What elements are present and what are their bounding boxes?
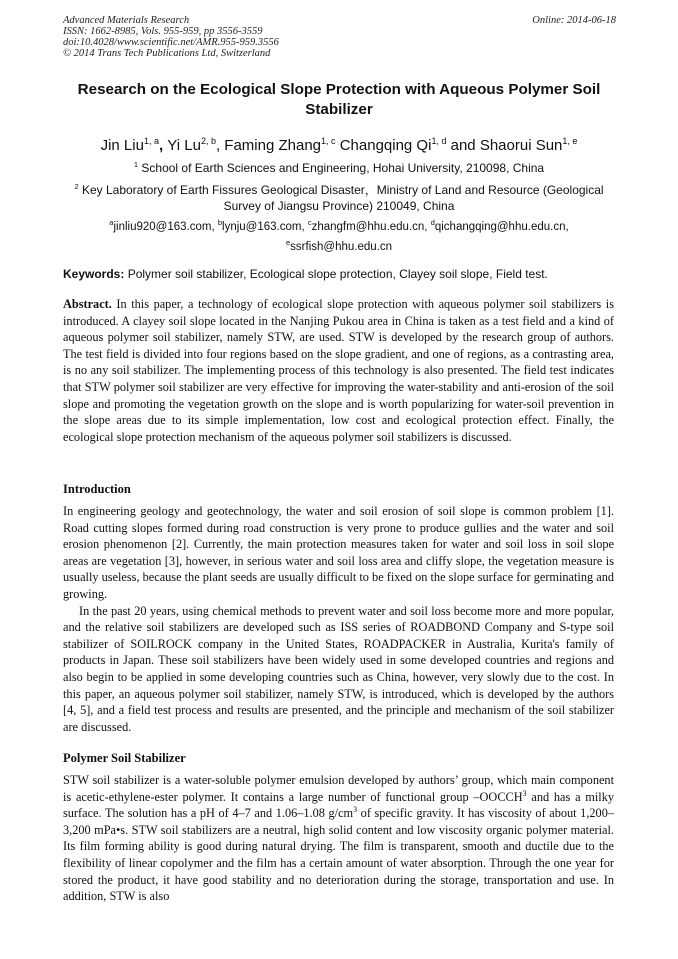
email-tag: a [109, 218, 114, 227]
affiliation-2 [55, 179, 623, 214]
affiliation-1 [60, 157, 618, 176]
journal-issn: ISSN: 1662-8985, Vols. 955-959, pp 3556-3559 [63, 26, 263, 37]
author-sup: 2, b [200, 136, 216, 146]
keywords-label: Keywords: [63, 267, 125, 281]
superscript: 3 [353, 805, 358, 815]
author-name: Changqing Qi [339, 137, 432, 154]
keywords-section [63, 266, 623, 282]
paragraph [63, 772, 614, 905]
author-sup: 1, e [562, 136, 578, 146]
email-address[interactable]: lynju@163.com [222, 220, 302, 233]
journal-header [63, 15, 279, 59]
email-tag: e [286, 237, 291, 247]
affiliation-text: School of Earth Sciences and Engineering, Hohai University, 210098, China [141, 161, 545, 175]
abstract-text: In this paper, a technology of ecological slope protection with aqueous polymer soil stabilizers is introduced. A clayey soil slope located in the Nanjing Pukou area in China is taken as a test field and a kind of aqueous polymer soil stabilizer, namely STW, are used. STW is developed by the research group of authors. The test field is divided into four regions based on the slope gradient, and one of regions, as a contrasting area, is no any soil stabilizer. The implementing process of this technology is also presented. The field test indicates that STW polymer soil stabilizer are very effective for improving the water-stability and anti-erosion of the soil slope and promoting the vegetation growth on the slope and is worth popularizing for water-soil prevention in the slope areas due to its simple implementation, low cost and ecological protection effect. Finally, the ecological slope protection mechanism of the aqueous polymer soil stabilizers is discussed. [63, 297, 614, 444]
journal-name: Advanced Materials Research [63, 15, 190, 26]
journal-doi[interactable]: doi:10.4028/www.scientific.net/AMR.955-959.3556 [63, 37, 279, 48]
author-name: Shaorui Sun [479, 137, 563, 154]
paragraph: In the past 20 years, using chemical methods to prevent water and soil loss become more and more popular, and the relative soil stabilizers are developed such as ISS series of ROADBOND Company and S-type soil stabilizer of SOILROCK company in the United States, ROADPACKER in Australia, Kurita's family of products in Japan. These soil stabilizers have been widely used in some developed countries and regions and also begin to be applied in some developing countries such as China, however, very slowly due to the cost. In this paper, an aqueous polymer soil stabilizer, namely STW, is introduced, which is developed by the authors [4, 5], and a field test process and results are presented, and the principle and mechanism of the soil stabilizer are discussed. [63, 603, 614, 734]
author-name: Faming Zhang [224, 137, 322, 154]
text-run: of specific gravity. It has viscosity of about 1,200–3,200 mPa•s. STW soil stabilizers are a neutral, high solid content and low viscosity organic polymer material. Its film forming ability is good during natural drying. The film is transparent, smooth and ductile due to the flexibility of linear copolymer and the film has a certain amount of water absorption. Through the one year for stored the product, it have good stability and no deterioration during the storage, transportation and use. In addition, STW is also [63, 806, 614, 904]
author-sup: 1, d [431, 136, 447, 146]
affiliation-number: 1 [133, 160, 139, 169]
email-address[interactable]: ssrfish@hhu.edu.cn [290, 240, 392, 253]
author-list: Jin Liu$^{1, a}$, Yi Lu$^{2, b}$, Faming Zhang$^{1, c}$ Changqing Qi$^{1, d}$ and Shaorui Sun$^{1, e}$ [100, 136, 578, 154]
polymer-section [63, 772, 614, 905]
email-tag: b [217, 218, 223, 227]
abstract-section [63, 296, 614, 445]
paragraph: In engineering geology and geotechnology, the water and soil erosion of soil slope is common problem [1]. Road cutting slopes formed during road construction is very prone to produce gullies and the water and soil erosion phenomenon [2]. Currently, the main protection measures taken for water and soil loss in soil slope areas are vegetation [3], however, in serious water and soil loss area and cliffy slope, the vegetation measure is usually useless, because the plant seeds are usually difficult to be fixed on the slope surface for germinating and growing. [63, 504, 614, 601]
paper-title: Research on the Ecological Slope Protection with Aqueous Polymer Soil Stabilizer [77, 81, 601, 118]
journal-copyright: © 2014 Trans Tech Publications Ltd, Switzerland [63, 48, 271, 59]
text-run: and has a milky surface. The solution has a pH of 4–7 and 1.06–1.08 g/cm [63, 789, 614, 821]
abstract-label: Abstract. [63, 297, 112, 311]
affiliation-number: 2 [74, 182, 79, 191]
section-heading-introduction: Introduction [63, 482, 131, 496]
email-tag: d [430, 218, 435, 227]
email-list: $^a$jinliu920@163.com, $^b$lynju@163.com, $^c$zhangfm@hhu.edu.cn, $^d$qichangqing@hhu.edu.cn, $^e$ssrfish@hhu.edu.cn [109, 218, 569, 253]
email-address[interactable]: jinliu920@163.com [113, 220, 212, 233]
online-date: Online: 2014-06-18 [532, 15, 616, 26]
introduction-section [63, 503, 614, 735]
author-sup: 1, c [321, 136, 336, 146]
text-run: STW soil stabilizer is a water-soluble polymer emulsion developed by authors’ group, which main component is acetic-ethylene-ester polymer. It contains a large number of functional group –OOCCH [63, 773, 614, 804]
section-heading-polymer-soil-stabilizer: Polymer Soil Stabilizer [63, 751, 186, 765]
author-name: Jin Liu [100, 137, 144, 154]
author-sup: 1, a [143, 136, 159, 146]
email-address[interactable]: zhangfm@hhu.edu.cn [311, 220, 425, 233]
superscript: 3 [522, 788, 527, 798]
email-address[interactable]: qichangqing@hhu.edu.cn [434, 220, 566, 233]
affiliation-text: Key Laboratory of Earth Fissures Geological Disaster，Ministry of Land and Resource (Geological Survey of Jiangsu Province) 210049, China [81, 183, 604, 213]
email-tag: c [307, 218, 312, 227]
keywords-text: Polymer soil stabilizer, Ecological slope protection, Clayey soil slope, Field test. [127, 267, 548, 281]
author-name: Yi Lu [167, 137, 201, 154]
